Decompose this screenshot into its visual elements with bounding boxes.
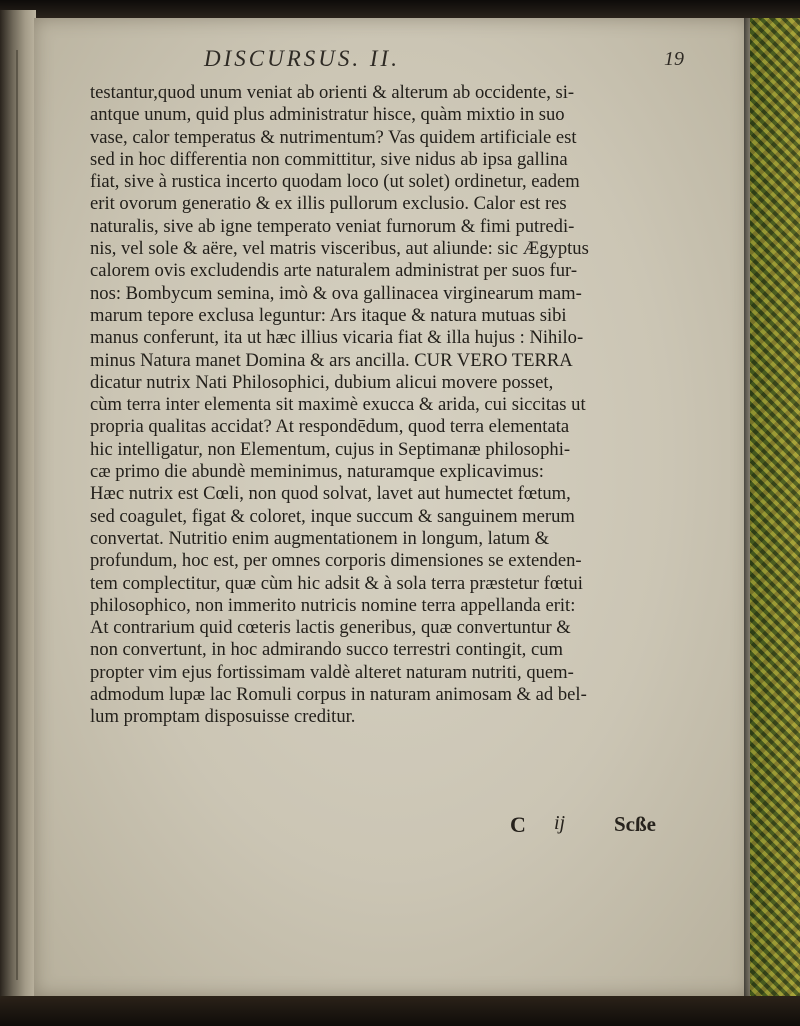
catchword: Scße	[614, 812, 656, 836]
text-line: philosophico, non immerito nutricis nomine terra appellanda erit:	[90, 594, 576, 616]
body-text	[90, 82, 706, 729]
text-line: admodum lupæ lac Romuli corpus in naturam animosam & ad bel-	[90, 684, 587, 706]
text-line: manus conferunt, ita ut hæc illius vicaria fiat & illa hujus : Nihilo-	[90, 327, 584, 349]
text-line: lum promptam disposuisse creditur.	[90, 706, 356, 728]
text-line: naturalis, sive ab igne temperato veniat furnorum & fimi putredi-	[90, 215, 575, 237]
text-line: testantur,quod unum veniat ab orienti & alterum ab occidente, si-	[90, 82, 575, 103]
text-line: convertat. Nutritio enim augmentationem in longum, latum &	[90, 527, 550, 549]
text-line: nos: Bombycum semina, imò & ova gallinacea virginearum mam-	[90, 282, 582, 304]
text-line: Hæc nutrix est Cœli, non quod solvat, lavet aut humectet fœtum,	[90, 483, 571, 505]
book-gutter	[0, 10, 36, 1000]
text-line: profundum, hoc est, per omnes corporis dimensiones se extenden-	[90, 550, 582, 572]
running-head: DISCURSUS. II.	[204, 46, 400, 71]
text-line: marum tepore exclusa leguntur: Ars itaque & natura mutuas sibi	[90, 304, 567, 326]
text-line: nis, vel sole & aëre, vel matris visceribus, aut aliunde: sic Ægyptus	[90, 238, 589, 260]
text-line: calorem ovis excludendis arte naturalem administrat per suos fur-	[90, 260, 578, 282]
text-line: sed coagulet, figat & coloret, inque succum & sanguinem merum	[90, 505, 575, 527]
text-line: dicatur nutrix Nati Philosophici, dubium alicui movere posset,	[90, 371, 554, 393]
scan-bottom-border	[0, 996, 800, 1026]
text-line: propter vim ejus fortissimam valdè alteret naturam nutriti, quem-	[90, 661, 574, 683]
signature-letter: C	[510, 812, 526, 837]
text-line: sed in hoc differentia non committitur, sive nidus ab ipsa gallina	[90, 148, 568, 170]
text-line: tem complectitur, quæ cùm hic adsit & à sola terra præstetur fœtui	[90, 572, 583, 594]
text-line: propria qualitas accidat? At respondēdum, quod terra elementata	[90, 416, 570, 438]
text-line: cæ primo die abundè meminimus, naturamque explicavimus:	[90, 461, 544, 483]
signature-number: ij	[554, 812, 566, 834]
text-line: At contrarium quid cœteris lactis generibus, quæ convertuntur &	[90, 617, 571, 639]
text-line: erit ovorum generatio & ex illis pullorum exclusio. Calor est res	[90, 193, 567, 215]
page-number: 19	[664, 48, 684, 70]
text-line: non convertunt, in hoc admirando succo terrestri contingit, cum	[90, 639, 563, 661]
text-line: minus Natura manet Domina & ars ancilla. CUR VERO TERRA	[90, 349, 573, 371]
marbled-page-edge	[750, 18, 800, 1006]
scan-top-border	[0, 0, 800, 18]
gutter-binding-line	[16, 50, 18, 980]
book-page	[34, 18, 750, 996]
text-line: fiat, sive à rustica incerto quodam loco (ut solet) ordinetur, eadem	[90, 171, 580, 193]
signature-and-catchword	[510, 812, 710, 838]
text-line: antque unum, quid plus administratur hisce, quàm mixtio in suo	[90, 104, 565, 126]
text-line: vase, calor temperatus & nutrimentum? Vas quidem artificiale est	[90, 126, 577, 148]
text-line: hic intelligatur, non Elementum, cujus in Septimanæ philosophi-	[90, 438, 571, 460]
text-line: cùm terra inter elementa sit maximè exucca & arida, cui siccitas ut	[90, 394, 586, 416]
page-header	[204, 46, 684, 76]
